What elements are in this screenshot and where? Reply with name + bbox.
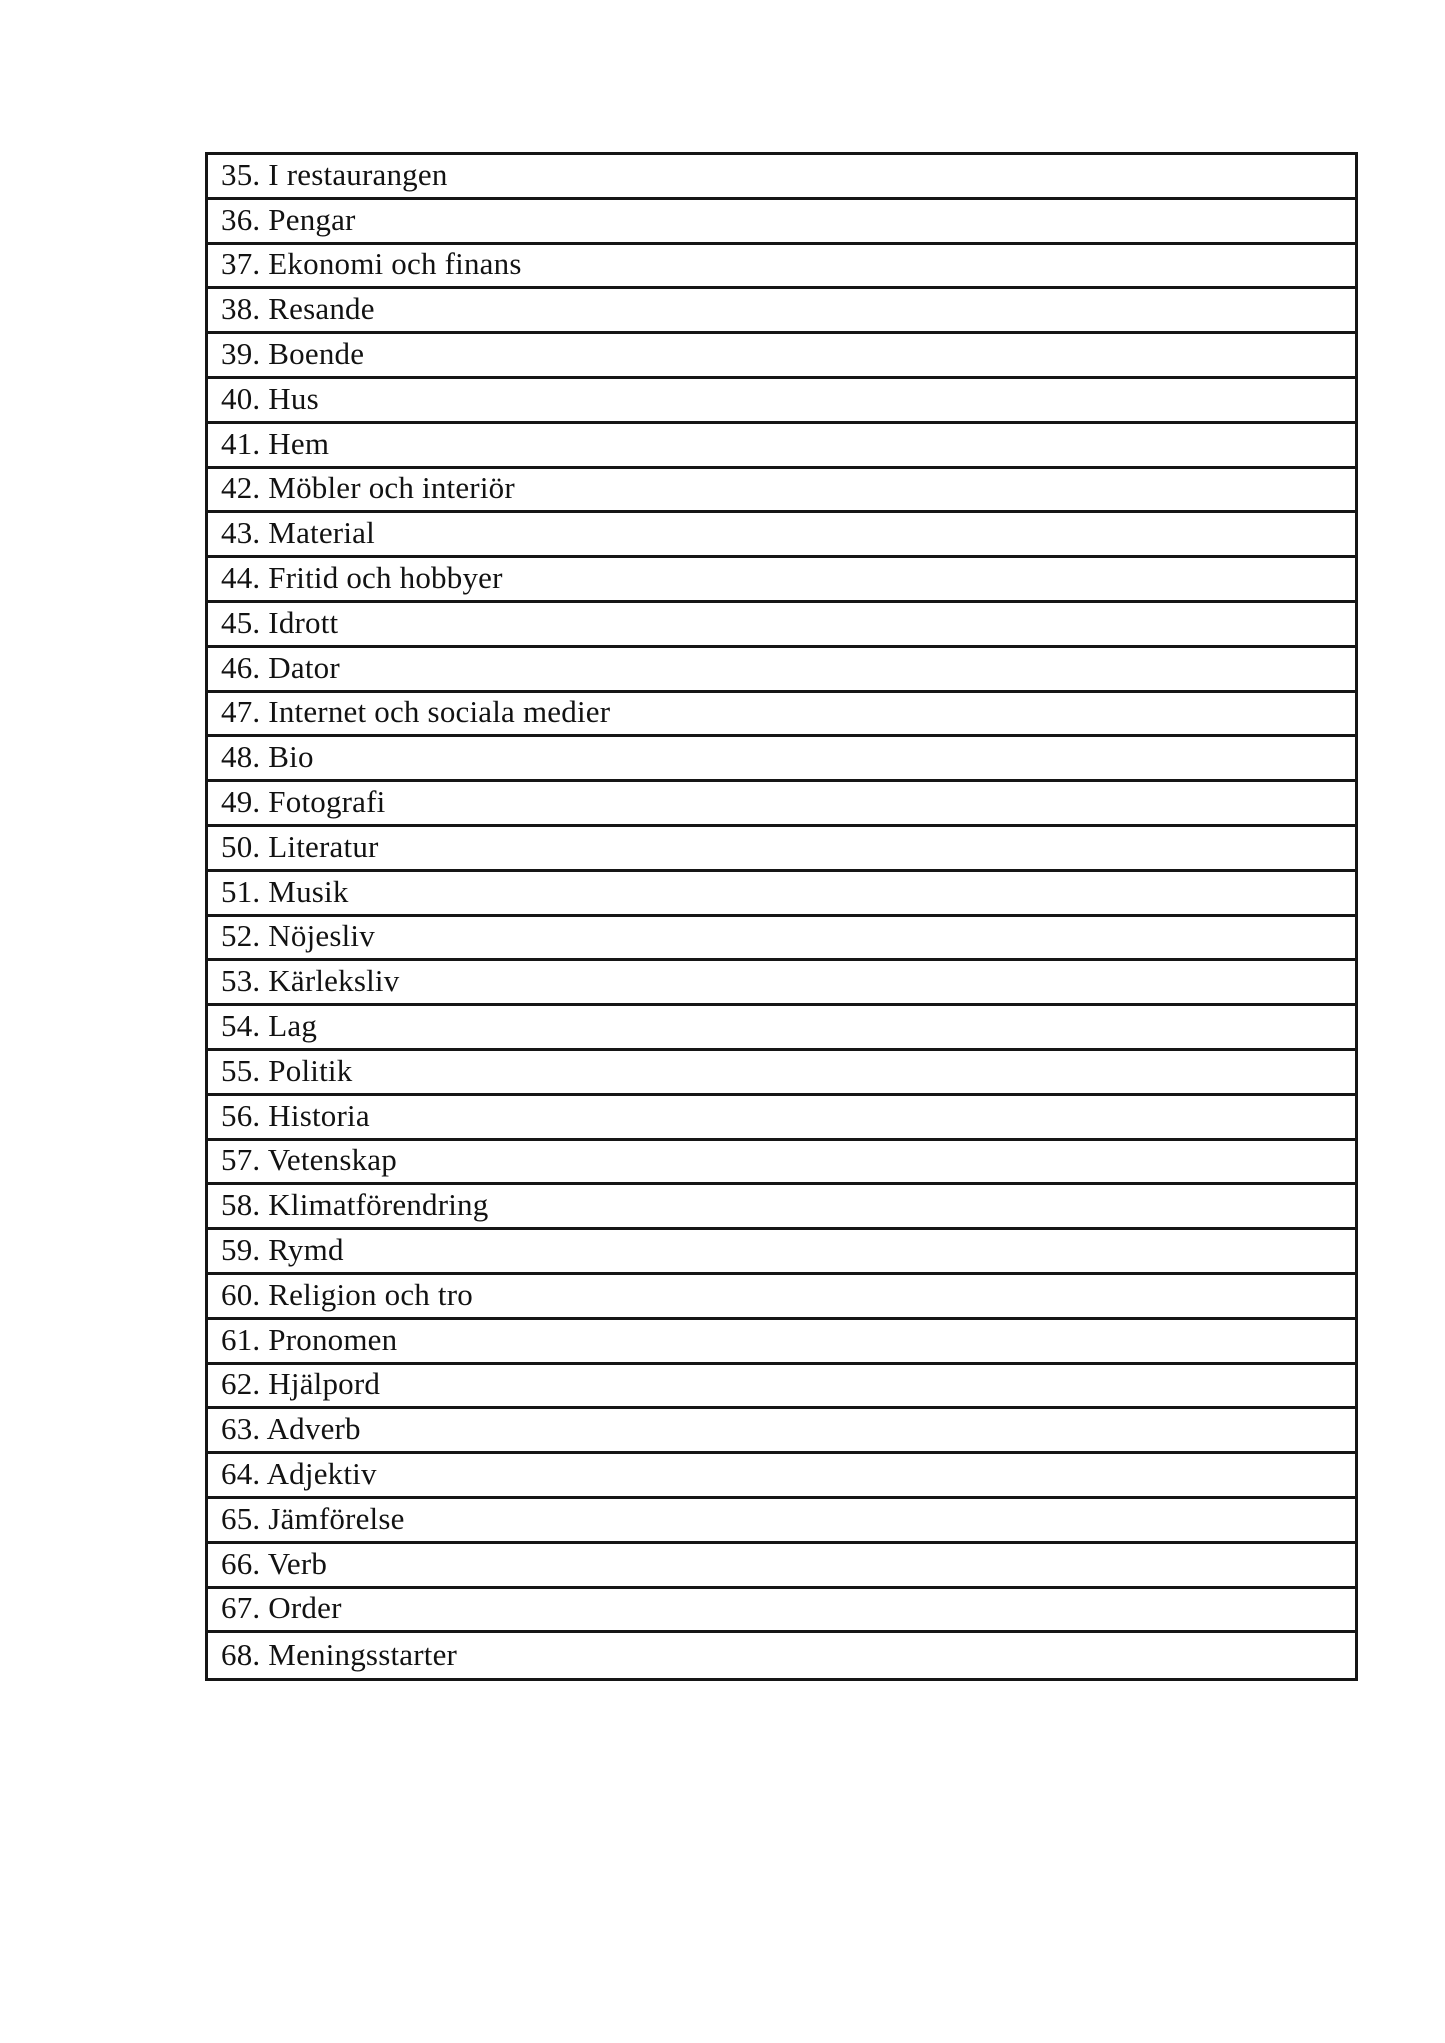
table-row	[208, 1544, 1355, 1589]
table-row	[208, 334, 1355, 379]
table-row	[208, 917, 1355, 962]
table-row	[208, 513, 1355, 558]
table-row	[208, 1185, 1355, 1230]
table-row	[208, 1141, 1355, 1186]
table-row	[208, 1051, 1355, 1096]
topic-label: 35. I restaurangen	[221, 156, 448, 192]
topic-label: 58. Klimatförendring	[221, 1187, 489, 1223]
topic-label: 65. Jämförelse	[221, 1500, 405, 1536]
topic-label: 60. Religion och tro	[221, 1276, 473, 1312]
topic-label: 44. Fritid och hobbyer	[221, 560, 503, 596]
table-row	[208, 872, 1355, 917]
topic-label: 55. Politik	[221, 1052, 353, 1088]
topic-label: 66. Verb	[221, 1545, 328, 1581]
topic-label: 63. Adverb	[221, 1411, 361, 1447]
topic-label: 45. Idrott	[221, 604, 339, 640]
table-row	[208, 289, 1355, 334]
topic-label: 52. Nöjesliv	[221, 918, 375, 954]
topic-label: 54. Lag	[221, 1008, 318, 1044]
topic-label: 57. Vetenskap	[221, 1142, 397, 1178]
table-row	[208, 827, 1355, 872]
table-row	[208, 1589, 1355, 1634]
table-row	[208, 1365, 1355, 1410]
table-row	[208, 603, 1355, 648]
topic-label: 40. Hus	[221, 380, 319, 416]
table-row	[208, 1633, 1355, 1678]
topic-label: 37. Ekonomi och finans	[221, 246, 522, 282]
table-row	[208, 1499, 1355, 1544]
topic-label: 36. Pengar	[221, 201, 356, 237]
topic-label: 49. Fotografi	[221, 784, 386, 820]
table-row	[208, 961, 1355, 1006]
table-row	[208, 424, 1355, 469]
topic-label: 53. Kärleksliv	[221, 963, 400, 999]
topic-label: 43. Material	[221, 515, 375, 551]
table-row	[208, 469, 1355, 514]
table-row	[208, 1096, 1355, 1141]
table-row	[208, 200, 1355, 245]
topic-label: 50. Literatur	[221, 828, 379, 864]
topic-label: 46. Dator	[221, 649, 340, 685]
table-row	[208, 155, 1355, 200]
table-row	[208, 782, 1355, 827]
table-row	[208, 1230, 1355, 1275]
topic-label: 48. Bio	[221, 739, 314, 775]
table-row	[208, 1006, 1355, 1051]
topic-label: 62. Hjälpord	[221, 1366, 381, 1402]
table-row	[208, 1320, 1355, 1365]
topic-label: 38. Resande	[221, 291, 375, 327]
topic-label: 56. Historia	[221, 1097, 370, 1133]
table-row	[208, 379, 1355, 424]
topic-label: 68. Meningsstarter	[221, 1636, 458, 1672]
topic-label: 42. Möbler och interiör	[221, 470, 515, 506]
table-row	[208, 1275, 1355, 1320]
topic-label: 41. Hem	[221, 425, 330, 461]
topic-label: 39. Boende	[221, 336, 365, 372]
table-row	[208, 558, 1355, 603]
topic-label: 61. Pronomen	[221, 1321, 398, 1357]
table-row	[208, 693, 1355, 738]
table-row	[208, 1454, 1355, 1499]
topic-label: 47. Internet och sociala medier	[221, 694, 611, 730]
table-row	[208, 1409, 1355, 1454]
table-row	[208, 648, 1355, 693]
topic-label: 59. Rymd	[221, 1232, 344, 1268]
table-row	[208, 737, 1355, 782]
topic-label: 67. Order	[221, 1590, 342, 1626]
topic-label: 51. Musik	[221, 873, 349, 909]
table-row	[208, 245, 1355, 290]
topics-table	[205, 152, 1358, 1681]
topic-label: 64. Adjektiv	[221, 1456, 377, 1491]
